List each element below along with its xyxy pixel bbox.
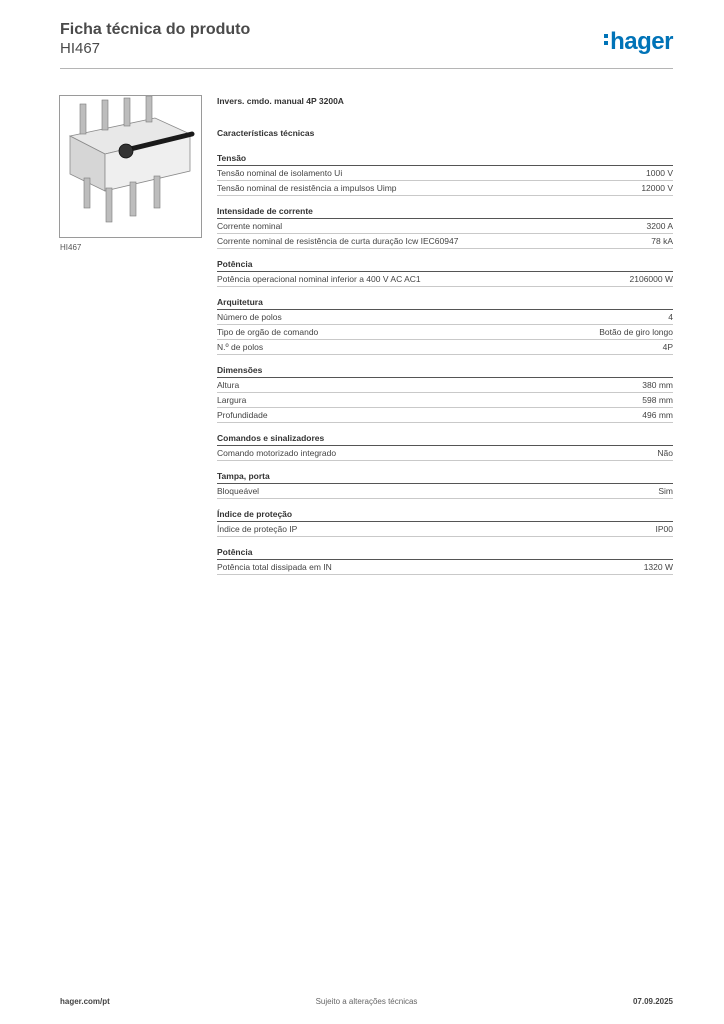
product-name: Invers. cmdo. manual 4P 3200A xyxy=(217,96,344,106)
spec-value: 2106000 W xyxy=(629,274,673,284)
spec-label: Altura xyxy=(217,380,240,390)
spec-value: Botão de giro longo xyxy=(599,327,673,337)
spec-label: Tensão nominal de isolamento Ui xyxy=(217,168,343,178)
spec-row xyxy=(217,272,673,287)
spec-value: IP00 xyxy=(655,524,673,534)
spec-value: 4 xyxy=(668,312,673,322)
spec-row xyxy=(217,234,673,249)
spec-label: Índice de proteção IP xyxy=(217,524,298,534)
header-divider xyxy=(60,68,673,69)
page-footer xyxy=(60,997,673,1011)
spec-value: 12000 V xyxy=(641,183,673,193)
section-heading: Tensão xyxy=(217,152,673,166)
characteristics-title: Características técnicas xyxy=(217,128,315,138)
spec-row xyxy=(217,560,673,575)
spec-row xyxy=(217,378,673,393)
spec-section xyxy=(217,258,673,287)
spec-value: 4P xyxy=(662,342,673,352)
product-reference: HI467 xyxy=(60,40,101,57)
spec-row xyxy=(217,446,673,461)
spec-section xyxy=(217,296,673,355)
spec-section xyxy=(217,152,673,196)
document-header xyxy=(60,20,673,58)
spec-label: Bloqueável xyxy=(217,486,260,496)
spec-label: Largura xyxy=(217,395,247,405)
spec-row xyxy=(217,484,673,499)
footer-note: Sujeito a alterações técnicas xyxy=(315,997,418,1006)
section-heading: Potência xyxy=(217,258,673,272)
spec-value: 1320 W xyxy=(643,562,673,572)
spec-content xyxy=(217,96,673,575)
image-caption: HI467 xyxy=(60,243,82,252)
spec-label: Corrente nominal xyxy=(217,221,283,231)
spec-row xyxy=(217,166,673,181)
spec-label: N.º de polos xyxy=(217,342,264,352)
document-title: Ficha técnica do produto xyxy=(60,21,251,38)
spec-label: Tipo de orgão de comando xyxy=(217,327,319,337)
section-heading: Intensidade de corrente xyxy=(217,205,673,219)
section-heading: Comandos e sinalizadores xyxy=(217,432,673,446)
spec-section xyxy=(217,546,673,575)
spec-label: Tensão nominal de resistência a impulsos Uimp xyxy=(217,183,397,193)
spec-value: 78 kA xyxy=(651,236,673,246)
spec-section xyxy=(217,205,673,249)
spec-label: Potência total dissipada em IN xyxy=(217,562,332,572)
spec-row xyxy=(217,408,673,423)
spec-row xyxy=(217,393,673,408)
spec-section xyxy=(217,364,673,423)
spec-value: Sim xyxy=(658,486,673,496)
spec-row xyxy=(217,340,673,355)
spec-value: 3200 A xyxy=(646,221,673,231)
spec-row xyxy=(217,181,673,196)
spec-row xyxy=(217,325,673,340)
spec-value: 1000 V xyxy=(646,168,673,178)
section-heading: Arquitetura xyxy=(217,296,673,310)
product-image xyxy=(59,95,202,238)
spec-label: Profundidade xyxy=(217,410,268,420)
spec-section xyxy=(217,508,673,537)
footer-date: 07.09.2025 xyxy=(632,997,673,1006)
spec-row xyxy=(217,522,673,537)
spec-label: Potência operacional nominal inferior a 400 V AC AC1 xyxy=(217,274,421,284)
spec-sections xyxy=(217,152,673,575)
section-heading: Potência xyxy=(217,546,673,560)
spec-section xyxy=(217,432,673,461)
spec-value: Não xyxy=(657,448,673,458)
section-heading: Índice de proteção xyxy=(217,508,673,522)
spec-value: 496 mm xyxy=(642,410,673,420)
section-heading: Dimensões xyxy=(217,364,673,378)
footer-website: hager.com/pt xyxy=(60,997,110,1006)
spec-value: 380 mm xyxy=(642,380,673,390)
spec-label: Corrente nominal de resistência de curta duração Icw IEC60947 xyxy=(217,236,459,246)
hager-logo xyxy=(604,28,673,56)
switch-illustration-icon xyxy=(60,96,201,237)
spec-section xyxy=(217,470,673,499)
spec-label: Número de polos xyxy=(217,312,282,322)
logo-dots-icon xyxy=(604,34,609,48)
logo-text: hager xyxy=(610,28,673,55)
section-heading: Tampa, porta xyxy=(217,470,673,484)
spec-value: 598 mm xyxy=(642,395,673,405)
spec-label: Comando motorizado integrado xyxy=(217,448,337,458)
spec-row xyxy=(217,219,673,234)
spec-row xyxy=(217,310,673,325)
